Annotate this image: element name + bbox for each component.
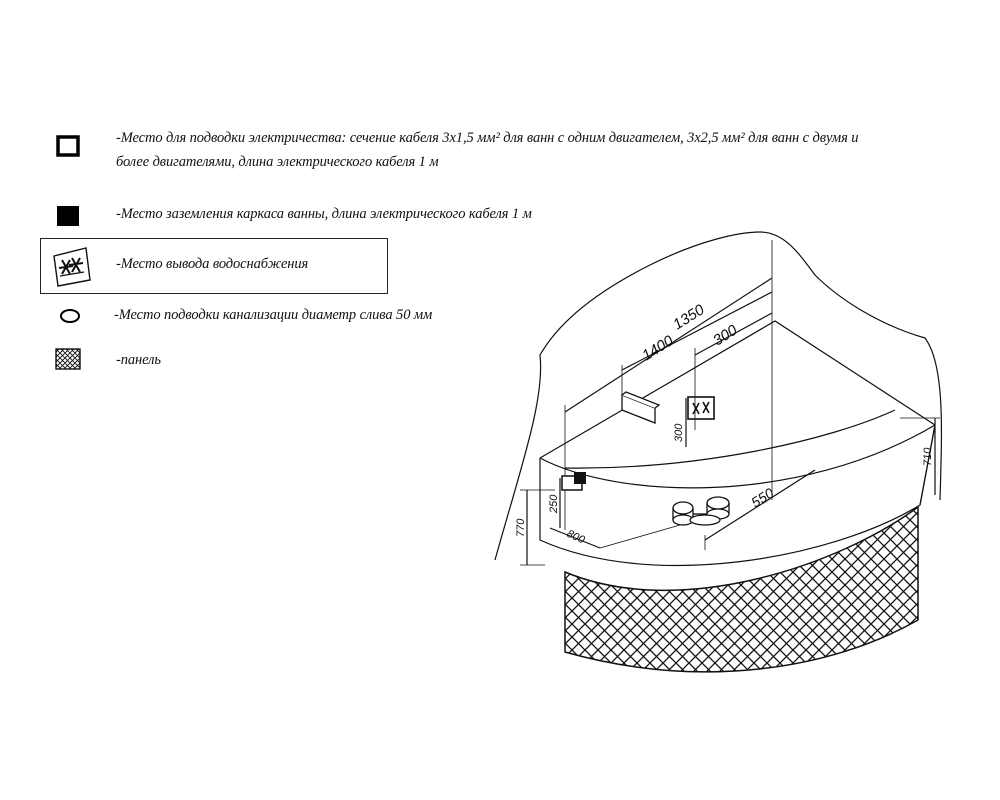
electric-outlet-mark [562, 472, 586, 490]
dim-label-300-top: 300 [710, 321, 741, 350]
dim-label-800: 800 [564, 527, 587, 547]
dim-label-550: 550 [748, 484, 777, 511]
water-supply-text: -Место вывода водоснабжения [116, 256, 309, 272]
dim-label-1350: 1350 [670, 301, 708, 334]
panel-text: -панель [116, 352, 161, 368]
water-outlet-mark [688, 397, 714, 419]
dim-label-770: 770 [515, 518, 527, 537]
tub-rim-front [540, 425, 935, 488]
faucet-spout [622, 392, 659, 423]
electric-supply-text-line1: -Место для подводки электричества: сечение кабеля 3х1,5 мм² для ванн с одним двигателем, 3х2,5 мм² для ванн с двумя и [116, 130, 859, 146]
dim-label-710: 710 [922, 447, 934, 466]
electric-supply-text-line2: более двигателями, длина электрического кабеля 1 м [116, 154, 439, 170]
sewage-text: -Место подводки канализации диаметр слива 50 мм [114, 307, 433, 323]
tub-inner-curve [565, 410, 895, 468]
dim-label-250: 250 [548, 494, 560, 513]
dim-label-300-vertical: 300 [673, 423, 685, 442]
drain-siphon [673, 497, 729, 525]
dim-label-1400: 1400 [639, 332, 677, 365]
grounding-text: -Место заземления каркаса ванны, длина электрического кабеля 1 м [116, 206, 532, 222]
